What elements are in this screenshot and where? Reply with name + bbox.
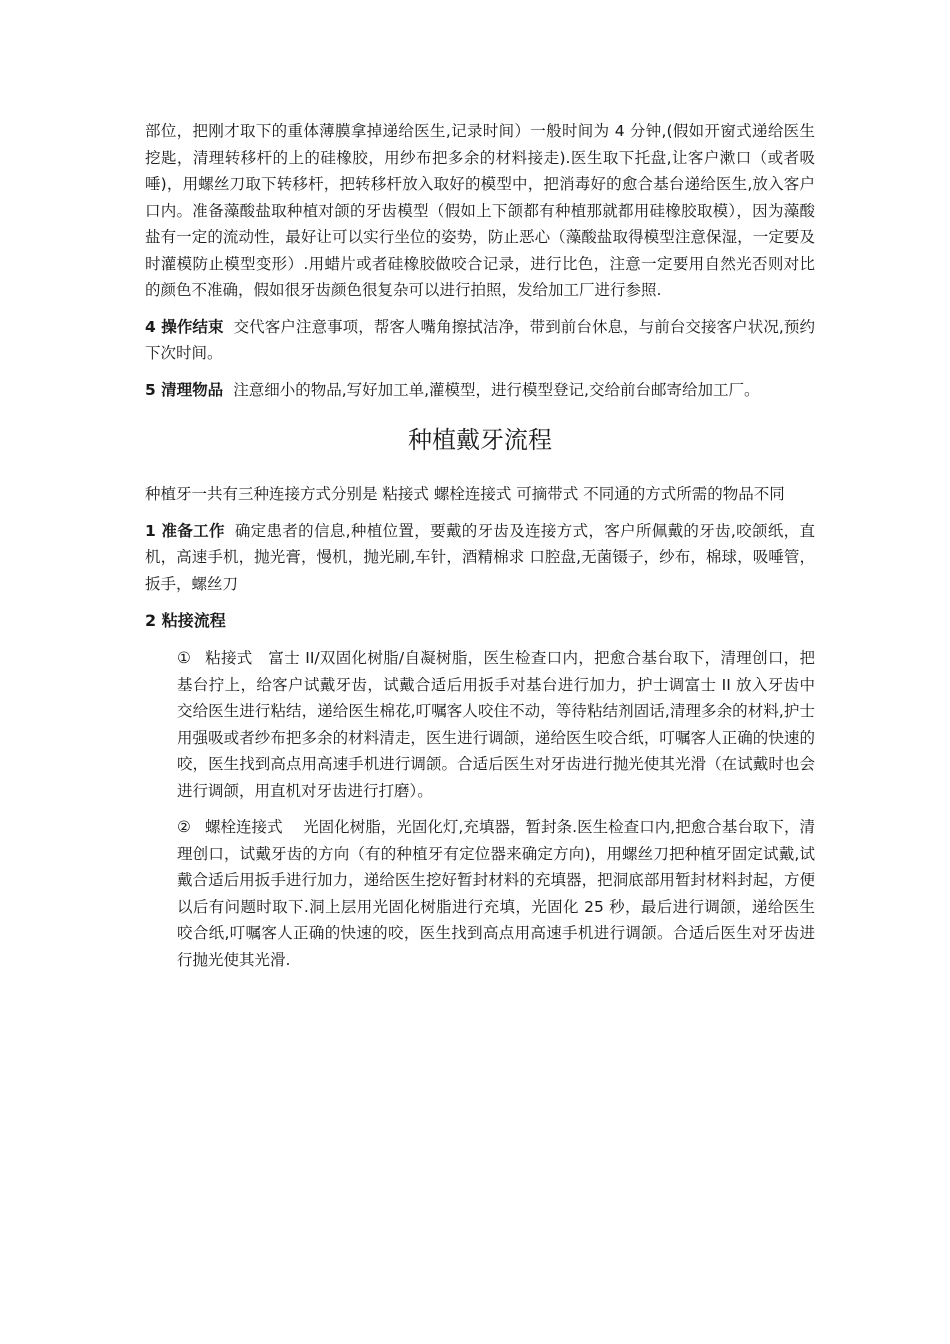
item-text: 粘接式 富士 II/双固化树脂/自凝树脂，医生检查口内，把愈合基台取下，清理创口，把基台拧上，给客户试戴牙齿，试戴合适后用扳手对基台进行加力，护士调富士 II 放入牙齿中交给医生进行粘结，递给医生棉花,叮嘱客人咬住不动，等待粘结剂固话,清理多余的材料,护士用强吸或者纱布把多余的材料清走，医生进行调颌，递给医生咬合纸，叮嘱客人正确的快速的咬，医生找到高点用高速手机进行调颌。合适后医生对牙齿进行抛光使其光滑（在试戴时也会进行调颌，用直机对牙齿进行打磨）。 [177, 649, 815, 800]
document-body [145, 118, 815, 983]
section-text: 注意细小的物品,写好加工单,灌模型，进行模型登记,交给前台邮寄给加工厂。 [233, 380, 760, 399]
section-2-heading: 2 粘接流程 [145, 611, 226, 630]
section-text: 确定患者的信息,种植位置，要戴的牙齿及连接方式，客户所佩戴的牙齿,咬颌纸，直机，高速手机，抛光膏，慢机，抛光刷,车针，酒精棉求 口腔盘,无菌镊子，纱布，棉球，吸唾管，扳手，螺丝刀 [145, 521, 815, 593]
section-heading: 4 操作结束 [145, 317, 224, 336]
item-number: ① [177, 649, 192, 667]
section-heading: 5 清理物品 [145, 380, 224, 399]
list-item-screw-retained [177, 814, 815, 973]
item-number: ② [177, 818, 191, 836]
intro-paragraph [145, 481, 815, 508]
document-title: 种植戴牙流程 [408, 426, 552, 454]
section-4-operation-end [145, 314, 815, 367]
intro-text: 种植牙一共有三种连接方式分别是 粘接式 螺栓连接式 可摘带式 不同通的方式所需的物品不同 [145, 485, 785, 503]
item-text: 螺栓连接式 光固化树脂，光固化灯,充填器，暂封条.医生检查口内,把愈合基台取下，清理创口，试戴牙齿的方向（有的种植牙有定位器来确定方向)，用螺丝刀把种植牙固定试戴,试戴合适后用扳手进行加力，递给医生挖好暂封材料的充填器，把洞底部用暂封材料封起，方便以后有问题时取下.洞上层用光固化树脂进行充填，光固化 25 秒，最后进行调颌，递给医生咬合纸,叮嘱客人正确的快速的咬，医生找到高点用高速手机进行调颌。合适后医生对牙齿进行抛光使其光滑. [177, 818, 815, 969]
section-text: 交代客户注意事项，帮客人嘴角擦拭洁净，带到前台休息，与前台交接客户状况,预约下次时间。 [145, 317, 815, 362]
list-item-bonded [177, 645, 815, 804]
section-heading: 1 准备工作 [145, 521, 225, 540]
section-5-cleanup [145, 377, 815, 404]
section-1-preparation [145, 518, 815, 598]
paragraph-continued [145, 118, 815, 304]
paragraph-text: 部位，把刚才取下的重体薄膜拿掉递给医生,记录时间）一般时间为 4 分钟,(假如开窗式递给医生挖匙，清理转移杆的上的硅橡胶，用纱布把多余的材料接走).医生取下托盘,让客户漱口（或者吸唾)，用螺丝刀取下转移杆，把转移杆放入取好的模型中，把消毒好的愈合基台递给医生,放入客户口内。准备藻酸盐取种植对颌的牙齿模型（假如上下颌都有种植那就都用硅橡胶取模），因为藻酸盐有一定的流动性，最好让可以实行坐位的姿势，防止恶心（藻酸盐取得模型注意保湿，一定要及时灌模防止模型变形）.用蜡片或者硅橡胶做咬合记录，进行比色，注意一定要用自然光否则对比的颜色不准确，假如很牙齿颜色很复杂可以进行拍照，发给加工厂进行参照. [145, 122, 815, 299]
